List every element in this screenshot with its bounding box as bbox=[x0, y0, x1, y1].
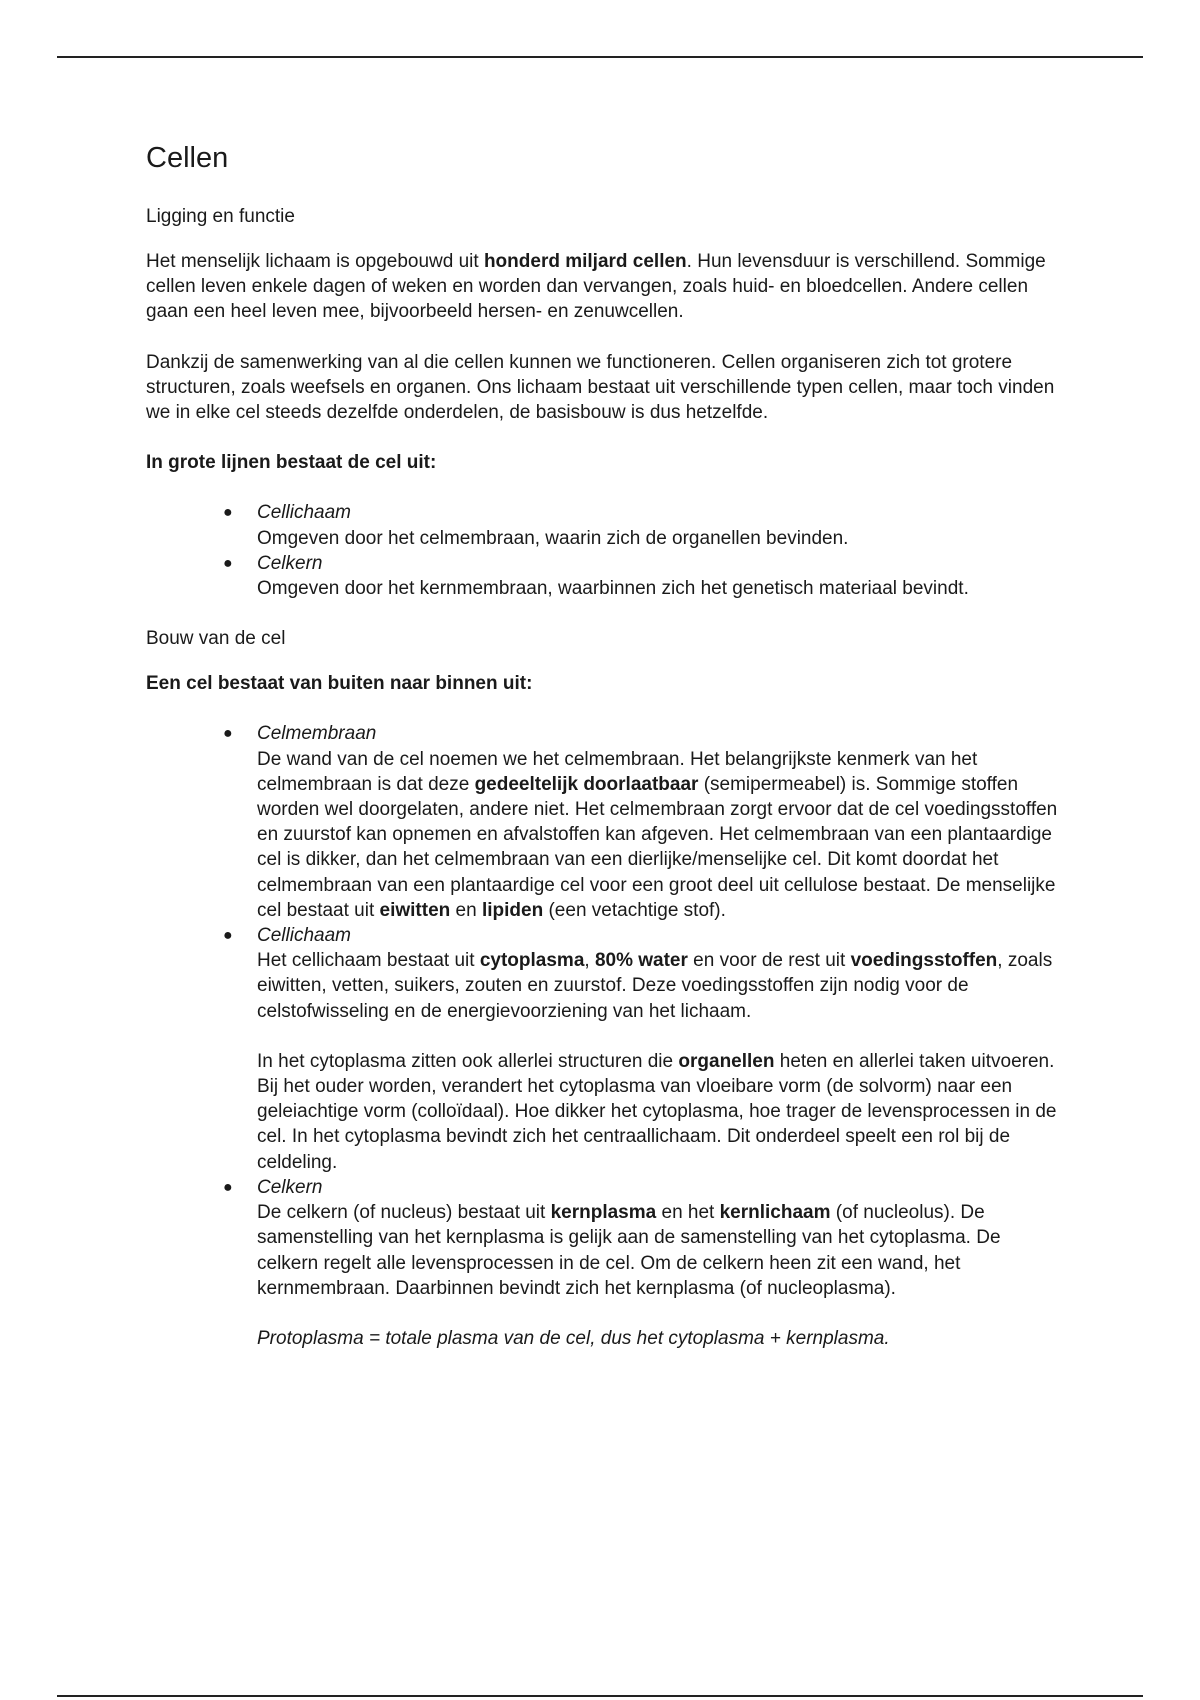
bottom-rule bbox=[57, 1695, 1143, 1697]
page-title: Cellen bbox=[146, 142, 229, 174]
list-item-text: Omgeven door het celmembraan, waarin zich de organellen bevinden. bbox=[257, 527, 849, 549]
bullet-icon: ● bbox=[223, 504, 233, 522]
list-item-title: Celkern bbox=[257, 552, 323, 574]
list-item bbox=[223, 551, 1066, 601]
list-item-celmembraan bbox=[223, 721, 1066, 923]
list-item-text: Omgeven door het kernmembraan, waarbinnen zich het genetisch materiaal bevindt. bbox=[257, 578, 969, 600]
section-heading-bouw: Bouw van de cel bbox=[146, 628, 286, 650]
section-heading-ligging: Ligging en functie bbox=[146, 206, 295, 227]
list-item-text-organellen: In het cytoplasma zitten ook allerlei structuren die organellen heten en allerlei taken uitvoeren. Bij het ouder worden, verandert het cytoplasma van vloeibare vorm (de solvorm) naar een geleiachtige vorm (colloïdaal). Hoe dikker het cytoplasma, hoe trager de levensprocessen in de cel. In het cytoplasma bevindt zich het centraallichaam. Dit onderdeel speelt een rol bij de celdeling. bbox=[257, 1050, 1057, 1173]
paragraph-samenwerking: Dankzij de samenwerking van al die cellen kunnen we functioneren. Cellen organiseren zich tot grotere structuren, zoals weefsels en organen. Ons lichaam bestaat uit verschillende typen cellen, maar toch vinden we in elke cel steeds dezelfde onderdelen, de basisbouw is dus hetzelfde. bbox=[146, 351, 1055, 424]
list-heading-grote-lijnen: In grote lijnen bestaat de cel uit: bbox=[146, 452, 437, 474]
list-item-title: Celmembraan bbox=[257, 723, 377, 745]
bullet-icon: ● bbox=[223, 725, 233, 743]
protoplasma-note: Protoplasma = totale plasma van de cel, dus het cytoplasma + kernplasma. bbox=[257, 1327, 890, 1349]
list-item-title: Celkern bbox=[257, 1176, 323, 1198]
list-item-title: Cellichaam bbox=[257, 502, 351, 524]
list-item-text: Het cellichaam bestaat uit cytoplasma, 80% water en voor de rest uit voedingsstoffen, zoals eiwitten, vetten, suikers, zouten en zuurstof. Deze voedingsstoffen zijn nodig voor de celstofwisseling en de energievoorziening van het lichaam. bbox=[257, 950, 1053, 1022]
list-cel-onderdelen bbox=[146, 500, 1066, 601]
top-rule bbox=[57, 56, 1143, 58]
bullet-icon: ● bbox=[223, 554, 233, 572]
bullet-icon: ● bbox=[223, 927, 233, 945]
list-heading-buiten-binnen: Een cel bestaat van buiten naar binnen uit: bbox=[146, 673, 533, 695]
document-body bbox=[146, 140, 1066, 1376]
list-item-text: De wand van de cel noemen we het celmembraan. Het belangrijkste kenmerk van het celmembraan is dat deze gedeeltelijk doorlaatbaar (semipermeabel) is. Sommige stoffen worden wel doorgelaten, andere niet. Het celmembraan zorgt ervoor dat de cel voedingsstoffen en zuurstof kan opnemen en afvalstoffen kan afgeven. Het celmembraan van een plantaardige cel is dikker, dan het celmembraan van een dierlijke/menselijke cel. Dit komt doordat het celmembraan van een plantaardige cel voor een groot deel uit cellulose bestaat. De menselijke cel bestaat uit eiwitten en lipiden (een vetachtige stof). bbox=[257, 748, 1058, 921]
bullet-icon: ● bbox=[223, 1178, 233, 1196]
paragraph-intro: Het menselijk lichaam is opgebouwd uit honderd miljard cellen. Hun levensduur is verschillend. Sommige cellen leven enkele dagen of weken en worden dan vervangen, zoals huid- en bloedcellen. Andere cellen gaan een heel leven mee, bijvoorbeeld hersen- en zenuwcellen. bbox=[146, 251, 1046, 323]
list-item-text: De celkern (of nucleus) bestaat uit kernplasma en het kernlichaam (of nucleolus). De samenstelling van het kernplasma is gelijk aan de samenstelling van het cytoplasma. De celkern regelt alle levensprocessen in de cel. Om de celkern heen zit een wand, het kernmembraan. Daarbinnen bevindt zich het kernplasma (of nucleoplasma). bbox=[257, 1202, 1001, 1299]
list-item bbox=[223, 500, 1066, 550]
list-item-celkern bbox=[223, 1175, 1066, 1351]
list-item-title: Cellichaam bbox=[257, 925, 351, 947]
list-cel-bouw bbox=[146, 721, 1066, 1351]
list-item-cellichaam bbox=[223, 923, 1066, 1175]
